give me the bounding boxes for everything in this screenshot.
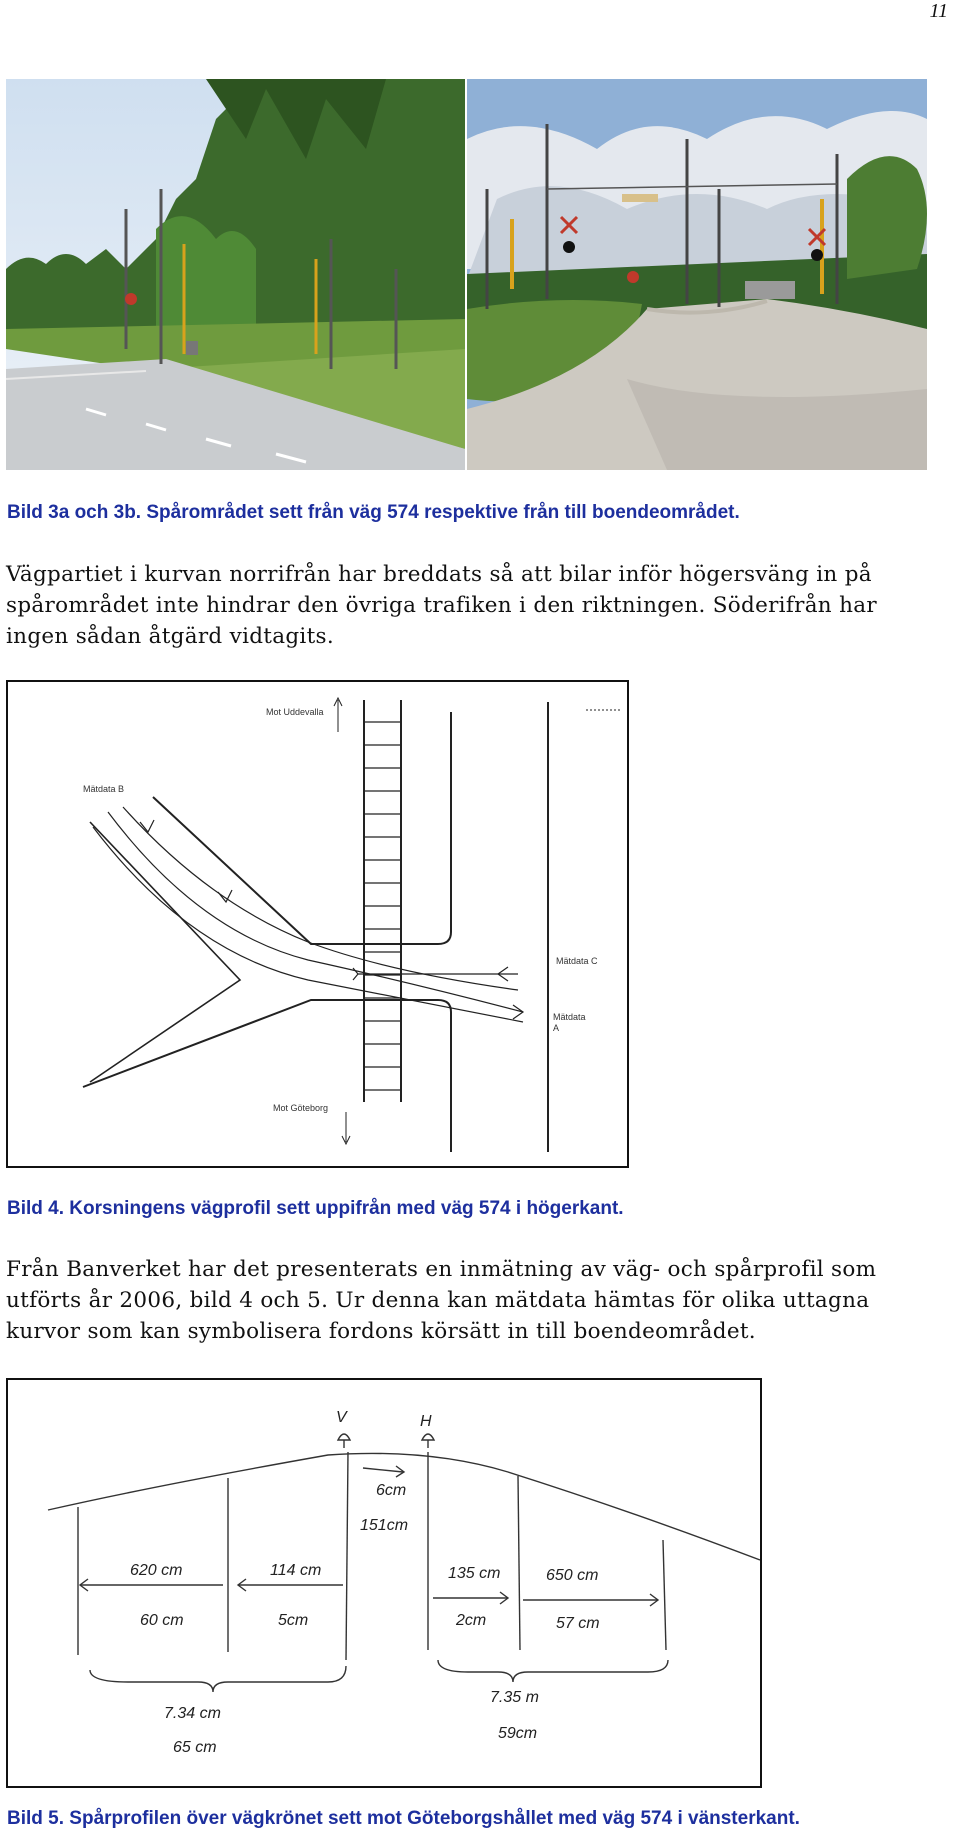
label-59cm: 59cm bbox=[498, 1725, 538, 1742]
diagram-bild4-intersection bbox=[6, 680, 629, 1168]
label-mot-goteborg: Mot Göteborg bbox=[273, 1103, 329, 1113]
label-60cm: 60 cm bbox=[140, 1612, 184, 1629]
label-matdata-a: Mätdata bbox=[553, 1012, 586, 1022]
label-151cm: 151cm bbox=[360, 1517, 409, 1534]
paragraph-1 bbox=[6, 559, 951, 652]
figure-caption-bild3: Bild 3a och 3b. Spårområdet sett från väg 574 respektive från till boendeområdet. bbox=[7, 502, 740, 523]
label-7-34cm: 7.34 cm bbox=[164, 1705, 221, 1722]
label-matdata-b: Mätdata B bbox=[83, 784, 125, 794]
figure-caption-bild4: Bild 4. Korsningens vägprofil sett uppifrån med väg 574 i högerkant. bbox=[7, 1198, 624, 1219]
photo-3a-road-view bbox=[6, 79, 465, 470]
label-2cm: 2cm bbox=[456, 1612, 487, 1629]
label-5cm: 5cm bbox=[278, 1612, 309, 1629]
label-h: H bbox=[420, 1413, 432, 1430]
page-number: 11 bbox=[929, 0, 948, 22]
label-matdata-a-suffix: A bbox=[553, 1023, 560, 1033]
paragraph-2-line-3: kurvor som kan symbolisera fordons körsätt in till boendeområdet. bbox=[6, 1319, 756, 1344]
paragraph-1-line-2: spårområdet inte hindrar den övriga trafiken i den riktningen. Söderifrån har bbox=[6, 593, 877, 618]
paragraph-2-line-2: utförts år 2006, bild 4 och 5. Ur denna kan mätdata hämtas för olika uttagna bbox=[6, 1288, 870, 1313]
label-135cm: 135 cm bbox=[448, 1565, 501, 1582]
label-114cm: 114 cm bbox=[270, 1562, 322, 1579]
photo-3b-gravel-road-view bbox=[467, 79, 927, 470]
label-matdata-c: Mätdata C bbox=[556, 956, 598, 966]
diagram-bild5-track-profile bbox=[6, 1378, 762, 1788]
paragraph-1-line-1: Vägpartiet i kurvan norrifrån har breddats så att bilar inför högersväng in på bbox=[6, 562, 872, 587]
label-65cm: 65 cm bbox=[173, 1739, 217, 1756]
paragraph-2 bbox=[6, 1254, 951, 1347]
label-v: V bbox=[336, 1409, 347, 1426]
label-6cm: 6cm bbox=[376, 1482, 407, 1499]
label-650cm: 650 cm bbox=[546, 1567, 599, 1584]
paragraph-2-line-1: Från Banverket har det presenterats en inmätning av väg- och spårprofil som bbox=[6, 1257, 877, 1282]
figure-caption-bild5: Bild 5. Spårprofilen över vägkrönet sett mot Göteborgshållet med väg 574 i vänsterkant. bbox=[7, 1808, 800, 1829]
label-mot-uddevalla: Mot Uddevalla bbox=[266, 707, 324, 717]
label-57cm: 57 cm bbox=[556, 1615, 600, 1632]
label-620cm: 620 cm bbox=[130, 1562, 183, 1579]
paragraph-1-line-3: ingen sådan åtgärd vidtagits. bbox=[6, 624, 335, 649]
label-7-35m: 7.35 m bbox=[490, 1689, 539, 1706]
